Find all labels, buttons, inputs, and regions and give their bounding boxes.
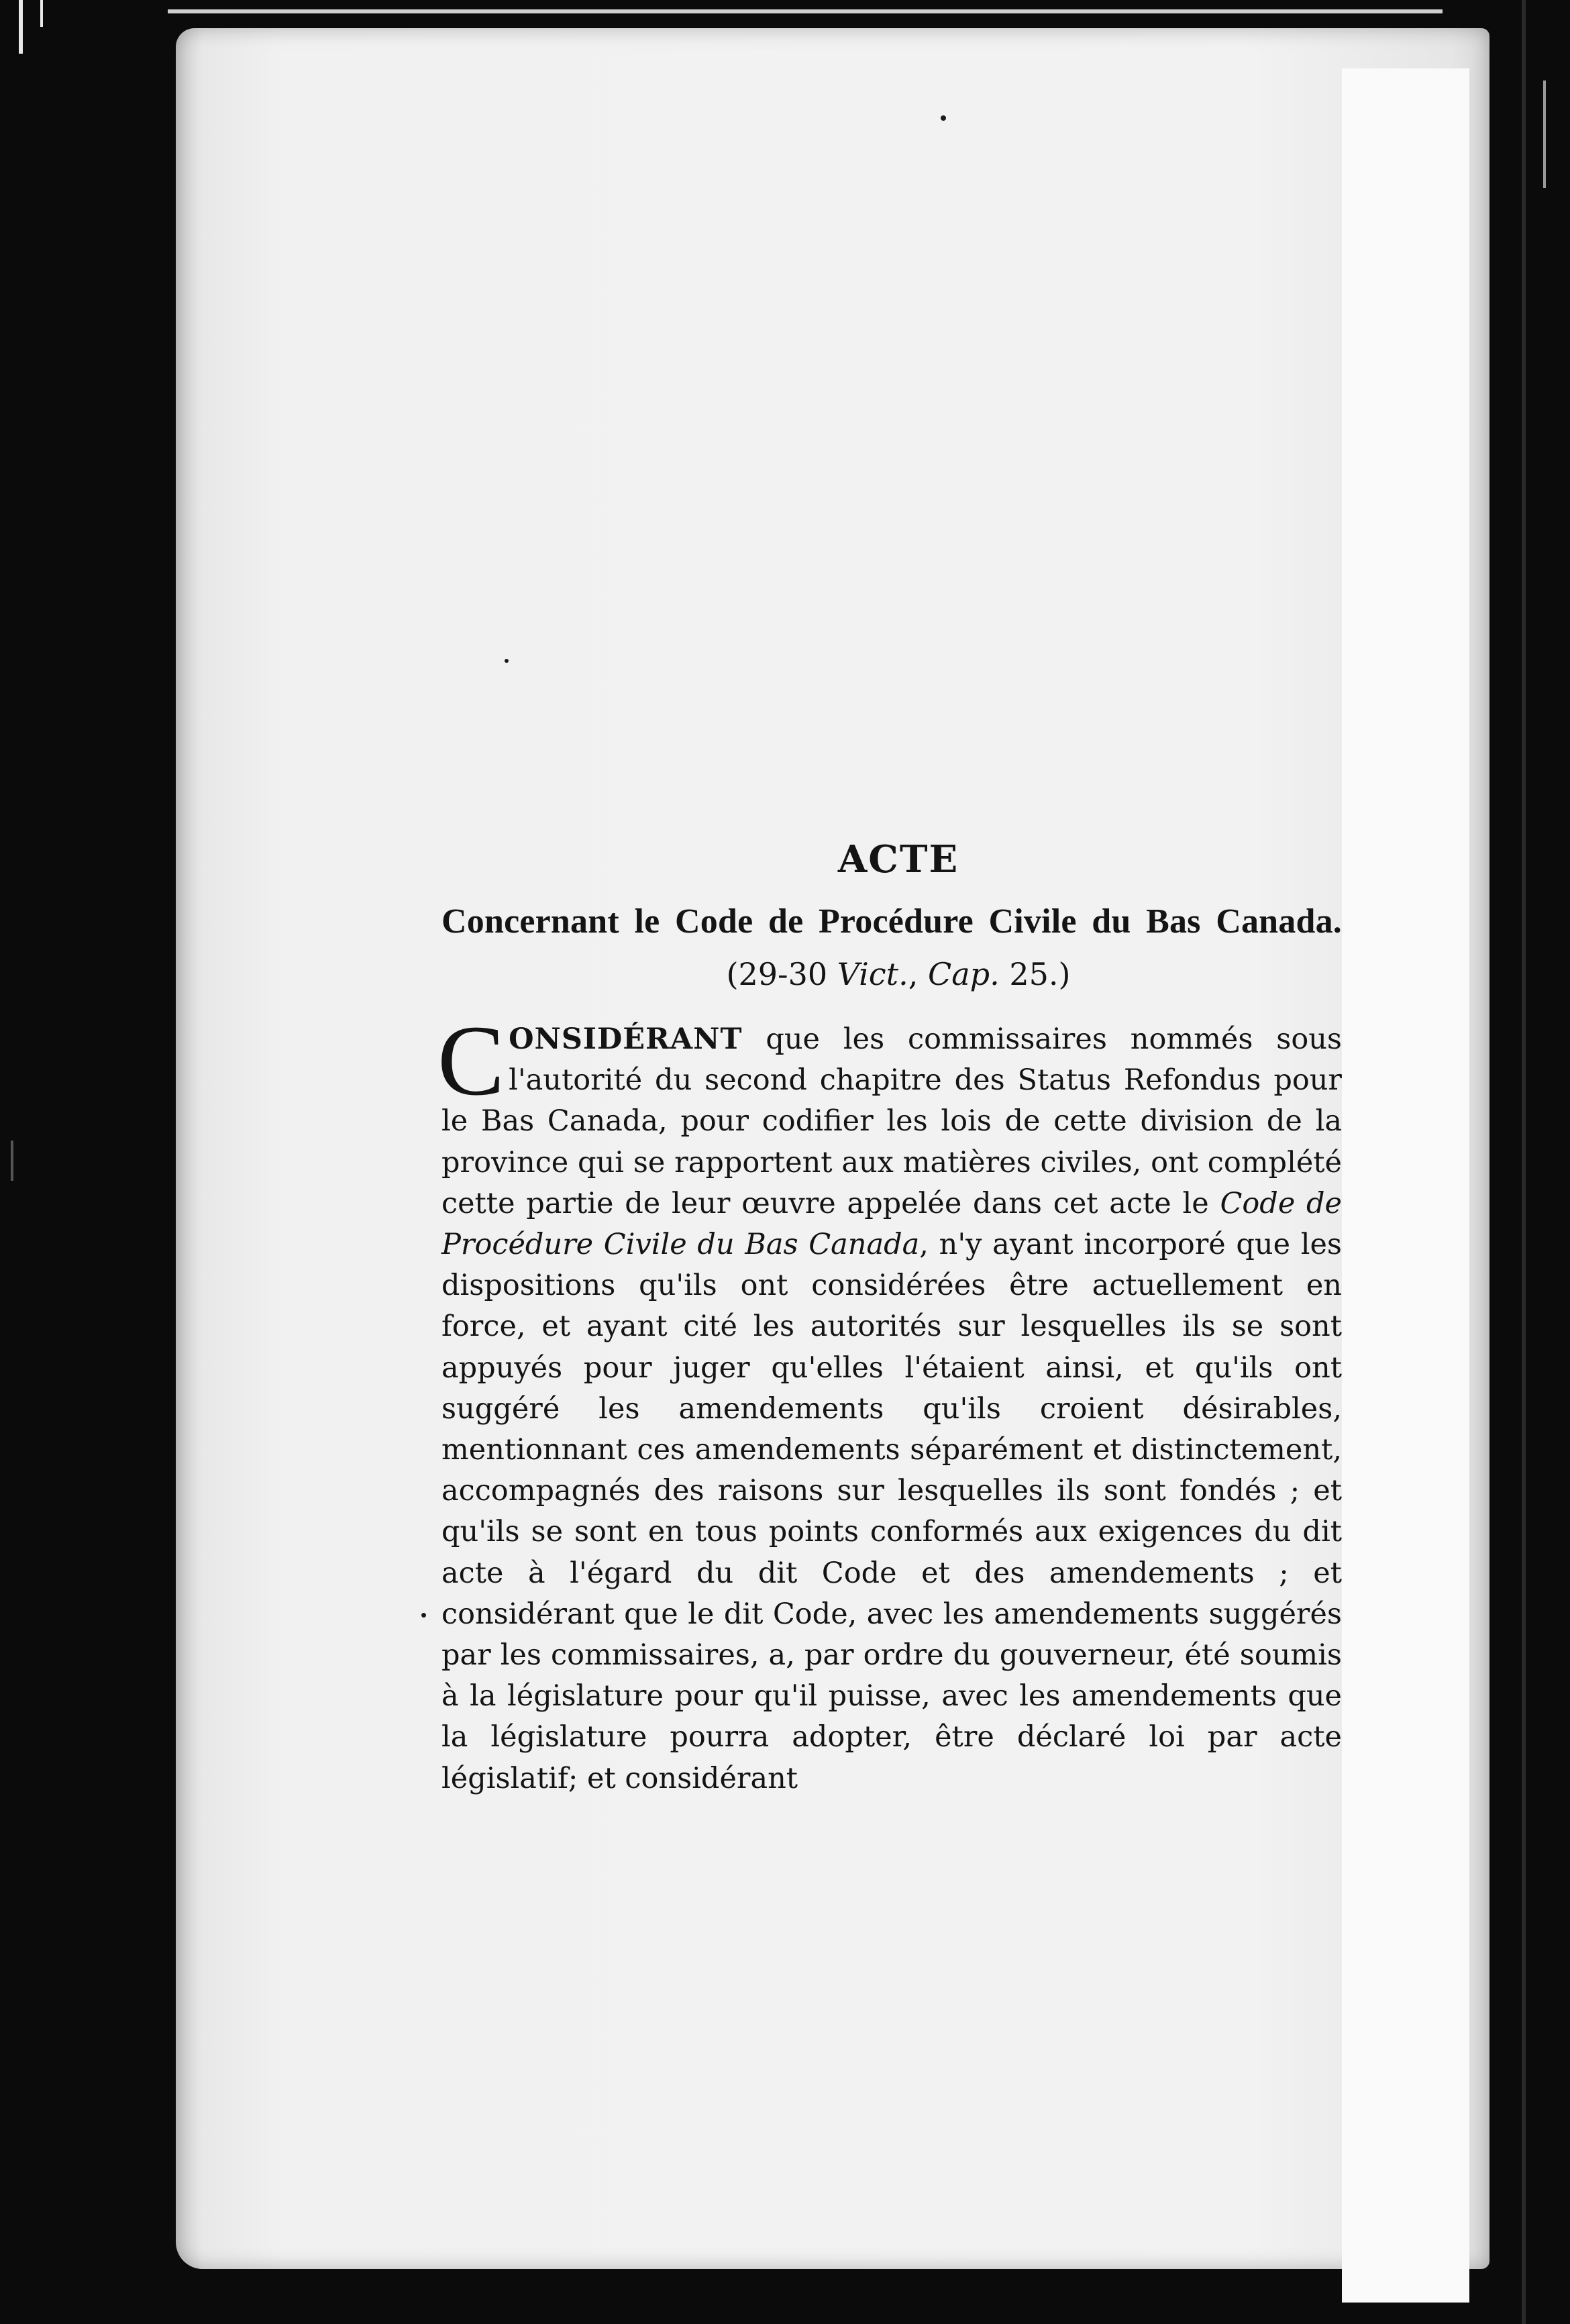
- citation-open: (29-30: [726, 956, 837, 992]
- speck: [941, 115, 946, 121]
- speck: [505, 659, 509, 663]
- citation-close: 25.): [999, 956, 1071, 992]
- document-citation: [441, 956, 1342, 992]
- document-title: ACTE: [837, 837, 959, 882]
- preamble-paragraph: [437, 1005, 1343, 1799]
- scan-streak-left-2: [40, 0, 43, 27]
- scan-streak-left-3: [11, 1141, 13, 1181]
- speck: [421, 1613, 426, 1618]
- scan-streak-top: [168, 9, 1443, 13]
- drop-cap: C: [437, 1005, 505, 1116]
- scan-streak-left-1: [19, 0, 23, 54]
- document-subtitle: Concernant le Code de Procédure Civile du Bas Canada.: [441, 902, 1342, 941]
- scan-streak-right: [1522, 0, 1526, 2324]
- citation-sep: ,: [908, 956, 928, 992]
- paragraph-text-1: que les commissaires nommés sous l'autorité du second chapitre des Status Refondus pour le Bas Canada, pour codifier les lois de cette division de la province qui se rapportent aux matières civiles, ont complété cette partie de leur œuvre appelée dans cet acte le: [441, 1022, 1342, 1220]
- citation-vict: Vict.: [837, 956, 908, 992]
- scan-streak-right-2: [1543, 81, 1546, 188]
- paragraph-italic-title: Code de Procédure Civile du Bas Canada: [441, 1186, 1343, 1262]
- page-edge: [1342, 68, 1469, 2303]
- document-body: [437, 837, 1343, 1799]
- paragraph-lead-word: ONSIDÉRANT: [509, 1022, 743, 1056]
- paragraph-text-2: , n'y ayant incorporé que les dispositions qu'ils ont considérées être actuellement en force, et ayant cité les autorités sur lesquelles ils se sont appuyés pour juger qu'elles l'étaient ainsi, et qu'ils ont suggéré les amendements qu'ils croient désirables, mentionnant ces amendements séparément et distinctement, accompagnés des raisons sur lesquelles ils sont fondés ; et qu'ils se sont en tous points conformés aux exigences du dit acte à l'égard du dit Code et des amendements ; et considérant que le dit Code, avec les amendements suggérés par les commissaires, a, par ordre du gouverneur, été soumis à la législature pour qu'il puisse, avec les amendements que la législature pourra adopter, être déclaré loi par acte législatif; et considérant: [441, 1228, 1342, 1795]
- citation-cap: Cap.: [928, 956, 1000, 992]
